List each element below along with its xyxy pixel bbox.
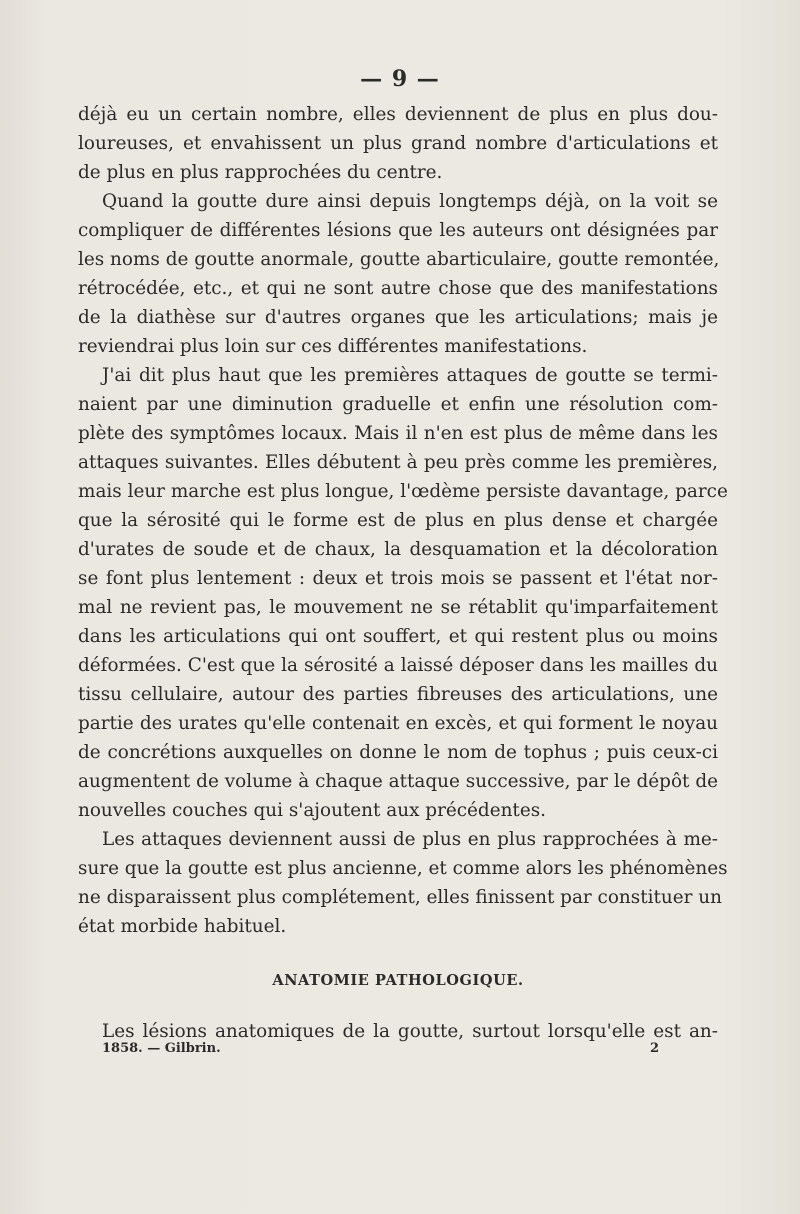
text-line: partie des urates qu'elle contenait en excès, et qui forment le noyau — [78, 713, 718, 734]
text-line: dans les articulations qui ont souffert, et qui restent plus ou moins — [78, 626, 718, 647]
text-line: nouvelles couches qui s'ajoutent aux précédentes. — [78, 800, 546, 821]
paragraph-2 — [78, 187, 718, 361]
text-line: sure que la goutte est plus ancienne, et comme alors les phénomènes — [78, 858, 728, 879]
text-line: attaques suivantes. Elles débutent à peu près comme les premières, — [78, 452, 718, 473]
text-line: déformées. C'est que la sérosité a laissé déposer dans les mailles du — [78, 655, 718, 676]
text-line: de plus en plus rapprochées du centre. — [78, 162, 443, 183]
text-line: reviendrai plus loin sur ces différentes manifestations. — [78, 336, 588, 357]
text-line: augmentent de volume à chaque attaque successive, par le dépôt de — [78, 771, 718, 792]
text-line: d'urates de soude et de chaux, la desquamation et la décoloration — [78, 539, 718, 560]
text-line: plète des symptômes locaux. Mais il n'en est plus de même dans les — [78, 423, 718, 444]
section-first-line: Les lésions anatomiques de la goutte, surtout lorsqu'elle est an- — [102, 1021, 718, 1042]
text-line: loureuses, et envahissent un plus grand nombre d'articulations et — [78, 133, 718, 154]
sheet-number: 2 — [650, 1041, 660, 1056]
text-line: mais leur marche est plus longue, l'œdème persiste davantage, parce — [78, 481, 728, 502]
text-line: Les attaques deviennent aussi de plus en plus rapprochées à me- — [102, 829, 718, 850]
text-line: ne disparaissent plus complétement, elles finissent par constituer un — [78, 887, 722, 908]
paragraph-4 — [78, 825, 728, 941]
section-title: ANATOMIE PATHOLOGIQUE. — [272, 972, 524, 989]
text-line: se font plus lentement : deux et trois mois se passent et l'état nor- — [78, 568, 718, 589]
text-line: naient par une diminution graduelle et enfin une résolution com- — [78, 394, 718, 415]
text-line: J'ai dit plus haut que les premières attaques de goutte se termi- — [102, 365, 718, 386]
spacer — [78, 995, 718, 1017]
text-line: Quand la goutte dure ainsi depuis longtemps déjà, on la voit se — [102, 191, 718, 212]
text-line: mal ne revient pas, le mouvement ne se rétablit qu'imparfaitement — [78, 597, 718, 618]
spacer — [78, 941, 718, 966]
text-line: déjà eu un certain nombre, elles deviennent de plus en plus dou- — [78, 104, 718, 125]
text-line: compliquer de différentes lésions que les auteurs ont désignées par — [78, 220, 718, 241]
text-line-italic: les noms de goutte anormale, goutte abarticulaire, goutte remontée, — [78, 249, 720, 270]
text-line: état morbide habituel. — [78, 916, 287, 937]
text-line: de concrétions auxquelles on donne le nom de tophus ; puis ceux-ci — [78, 742, 718, 763]
body-text — [78, 100, 728, 1046]
text-line: que la sérosité qui le forme est de plus en plus dense et chargée — [78, 510, 718, 531]
text-line: tissu cellulaire, autour des parties fibreuses des articulations, une — [78, 684, 718, 705]
text-line: de la diathèse sur d'autres organes que les articulations; mais je — [78, 307, 718, 328]
paragraph-3 — [78, 361, 728, 825]
printer-signature: 1858. — Gilbrin. — [102, 1041, 221, 1056]
page-number: — 9 — — [360, 66, 440, 92]
paragraph-1 — [78, 100, 718, 187]
text-line: rétrocédée, etc., et qui ne sont autre chose que des manifestations — [78, 278, 718, 299]
